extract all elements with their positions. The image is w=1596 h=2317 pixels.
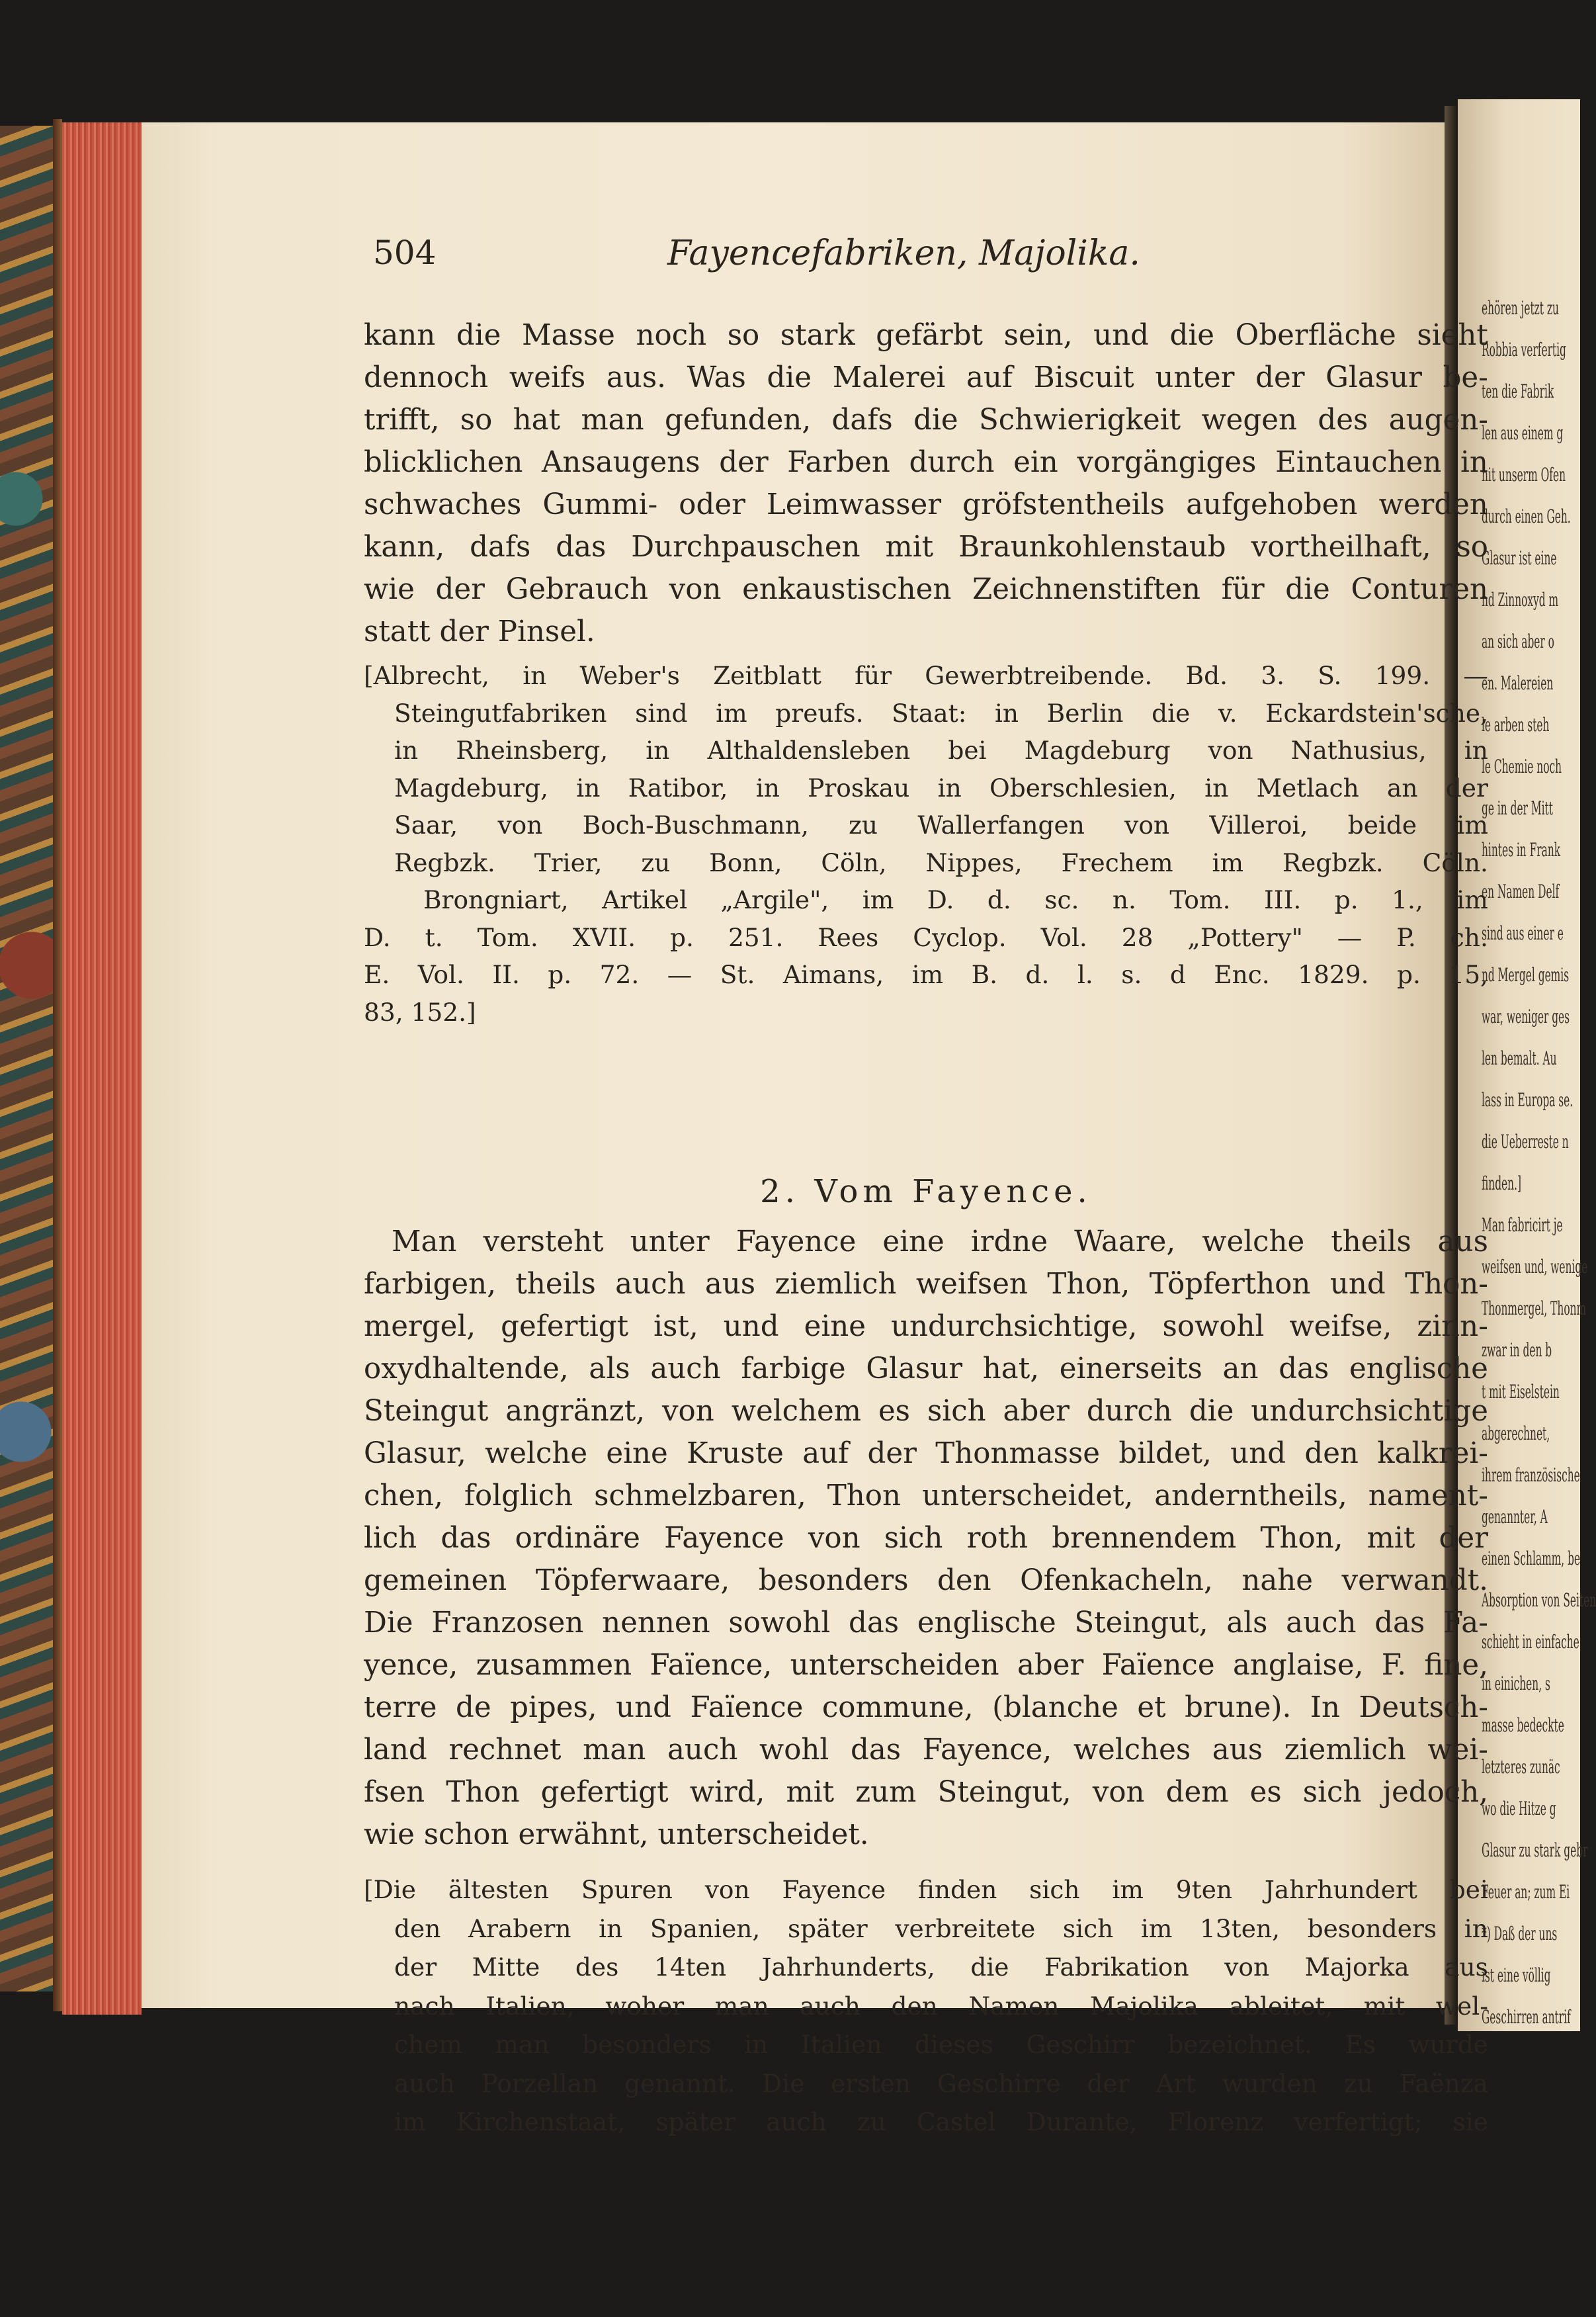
facing-page-line: t mit Eiselstein	[1482, 1381, 1560, 1403]
facing-page-line: durch einen Geh.	[1482, 505, 1571, 527]
facing-page-line: abgerechnet,	[1482, 1422, 1550, 1444]
facing-page-line: ge in der Mitt	[1482, 797, 1553, 819]
facing-page-line: masse bedeckte	[1482, 1714, 1564, 1736]
facing-page-line: Glasur zu stark gebr	[1482, 1839, 1588, 1861]
paragraph-1	[364, 314, 1488, 653]
facing-page-line: wo die Hitze g	[1482, 1798, 1556, 1819]
text-line: yence, zusammen Faïence, unterscheiden aber Faïence anglaise, F. fine,	[364, 1649, 1488, 1682]
text-line: kann die Masse noch so stark gefärbt sein, und die Oberfläche sieht	[364, 319, 1488, 352]
text-line: Brongniart, Artikel „Argile", im D. d. sc. n. Tom. III. p. 1., im	[423, 885, 1488, 914]
text-line: im Kirchenstaat, später auch zu Castel Durante, Florenz verfertigt; sie	[394, 2107, 1488, 2136]
footnote-block-1	[364, 657, 1488, 1031]
text-line: chen, folglich schmelzbaren, Thon unterscheidet, anderntheils, nament-	[364, 1479, 1488, 1512]
facing-page-line: Feuer an; zum Ei	[1482, 1881, 1570, 1903]
facing-page-line: Robbia verfertig	[1482, 339, 1566, 361]
text-line: lich das ordinäre Fayence von sich roth brennendem Thon, mit der	[364, 1522, 1488, 1555]
text-line: [Albrecht, in Weber's Zeitblatt für Gewerbtreibende. Bd. 3. S. 199. —	[364, 661, 1488, 690]
facing-page-line: finden.]	[1482, 1172, 1521, 1194]
facing-page-line: le arben steh	[1482, 714, 1550, 736]
facing-page-line: nd Mergel gemis	[1482, 964, 1570, 986]
facing-page-line: an sich aber o	[1482, 631, 1554, 652]
marbled-cover-edge	[0, 126, 56, 1991]
facing-page-line: die Ueberreste n	[1482, 1131, 1569, 1153]
facing-page-line: nit unserm Ofen	[1482, 464, 1566, 486]
text-line: der Mitte des 14ten Jahrhunderts, die Fabrikation von Majorka aus	[394, 1952, 1488, 1982]
text-line: Man versteht unter Fayence eine irdne Waare, welche theils aus	[392, 1225, 1488, 1258]
text-line: Die Franzosen nennen sowohl das englische Steingut, als auch das Fa-	[364, 1606, 1488, 1639]
facing-page-line: schieht in einfache	[1482, 1631, 1579, 1653]
text-line: in Rheinsberg, in Althaldensleben bei Magdeburg von Nathusius, in	[394, 736, 1488, 765]
text-line: D. t. Tom. XVII. p. 251. Rees Cyclop. Vol. 28 „Pottery" — P. ch.	[364, 922, 1488, 952]
text-line: chem man besonders in Italien dieses Geschirr bezeichnet. Es wurde	[394, 2030, 1488, 2059]
facing-page-line: zwar in den b	[1482, 1339, 1552, 1361]
facing-page-line: ten die Fabrik	[1482, 380, 1554, 402]
running-head: Fayencefabriken, Majolika.	[667, 234, 1140, 273]
text-line: Steingut angränzt, von welchem es sich aber durch die undurchsichtige	[364, 1395, 1488, 1428]
text-line: oxydhaltende, als auch farbige Glasur hat, einerseits an das englische	[364, 1352, 1488, 1385]
text-line: trifft, so hat man gefunden, dafs die Schwierigkeit wegen des augen-	[364, 404, 1488, 437]
text-line: Steingutfabriken sind im preufs. Staat: in Berlin die v. Eckardstein'sche,	[394, 698, 1488, 728]
text-line: Magdeburg, in Ratibor, in Proskau in Oberschlesien, in Metlach an der	[394, 773, 1488, 803]
facing-page-line: Man fabricirt je	[1482, 1214, 1563, 1236]
facing-page-line: einen Schlamm, be	[1482, 1548, 1581, 1569]
text-line: dennoch weifs aus. Was die Malerei auf Biscuit unter der Glasur be-	[364, 361, 1488, 394]
text-line: schwaches Gummi- oder Leimwasser gröfstentheils aufgehoben werden	[364, 488, 1488, 521]
red-page-edges	[62, 122, 142, 2015]
facing-page-line: len bemalt. Au	[1482, 1047, 1557, 1069]
text-line: nach Italien, woher man auch den Namen Majolika ableitet, mit wel-	[394, 1991, 1488, 2021]
facing-page-line: weifsen und, wenige	[1482, 1256, 1588, 1278]
text-line: farbigen, theils auch aus ziemlich weifsen Thon, Töpferthon und Thon-	[364, 1268, 1488, 1301]
facing-page-line: ehören jetzt zu	[1482, 297, 1559, 319]
text-line: Regbzk. Trier, zu Bonn, Cöln, Nippes, Frechem im Regbzk. Cöln.	[394, 848, 1488, 877]
facing-page-line: en Namen Delf	[1482, 881, 1560, 902]
paragraph-2	[364, 1221, 1488, 1856]
facing-page-line: le Chemie noch	[1482, 756, 1562, 777]
facing-page-line: hintes in Frank	[1482, 839, 1561, 861]
facing-page-line: Geschirren antrif	[1482, 2006, 1571, 2028]
text-line: Glasur, welche eine Kruste auf der Thonmasse bildet, und den kalkrei-	[364, 1437, 1488, 1470]
facing-page-line: war, weniger ges	[1482, 1006, 1570, 1027]
page-number: 504	[373, 234, 437, 272]
footnote-block-2	[364, 1870, 1488, 2142]
facing-page-line: lass in Europa se.	[1482, 1089, 1574, 1111]
facing-page-line: in einichen, s	[1482, 1673, 1550, 1694]
text-line: terre de pipes, und Faïence commune, (blanche et brune). In Deutsch-	[364, 1691, 1488, 1724]
text-line: Saar, von Boch-Buschmann, zu Wallerfangen von Villeroi, beide im	[394, 810, 1488, 840]
facing-page-line: en. Malereien	[1482, 672, 1554, 694]
book-spine	[53, 119, 62, 2011]
facing-page-line: *) Daß der uns	[1482, 1923, 1558, 1945]
text-line: 83, 152.]	[364, 997, 476, 1027]
text-line: mergel, gefertigt ist, und eine undurchsichtige, sowohl weifse, zinn-	[364, 1310, 1488, 1343]
facing-page-line: ist eine völlig	[1482, 1964, 1551, 1986]
text-line: E. Vol. II. p. 72. — St. Aimans, im B. d. l. s. d Enc. 1829. p. 15,	[364, 960, 1488, 989]
text-line: statt der Pinsel.	[364, 615, 595, 648]
facing-page-line: len aus einem g	[1482, 422, 1564, 444]
text-line: wie schon erwähnt, unterscheidet.	[364, 1818, 869, 1851]
facing-page-line: sind aus einer e	[1482, 922, 1564, 944]
text-line: fsen Thon gefertigt wird, mit zum Steingut, von dem es sich jedoch,	[364, 1776, 1488, 1809]
text-line: gemeinen Töpferwaare, besonders den Ofenkacheln, nahe verwandt.	[364, 1564, 1488, 1597]
facing-page-line: Glasur ist eine	[1482, 547, 1557, 569]
text-line: kann, dafs das Durchpauschen mit Braunkohlenstaub vortheilhaft, so	[364, 531, 1488, 564]
facing-page-line: Absorption von Seiten	[1482, 1589, 1596, 1611]
facing-page-line: nd Zinnoxyd m	[1482, 589, 1559, 611]
facing-page-line: Thonmergel, Thonm	[1482, 1297, 1587, 1319]
text-line: den Arabern in Spanien, später verbreitete sich im 13ten, besonders in	[394, 1913, 1488, 1943]
text-line: land rechnet man auch wohl das Fayence, welches aus ziemlich wei-	[364, 1733, 1488, 1767]
facing-page-line: letzteres zunäc	[1482, 1756, 1560, 1778]
text-line: wie der Gebrauch von enkaustischen Zeichnenstiften für die Conturen	[364, 573, 1488, 606]
text-line: blicklichen Ansaugens der Farben durch ein vorgängiges Eintauchen in	[364, 446, 1488, 479]
section-heading: 2. Vom Fayence.	[760, 1173, 1092, 1210]
facing-page-line: ihrem französische	[1482, 1464, 1580, 1486]
text-line: auch Porzellan genannt. Die ersten Geschirre der Art wurden zu Faënza	[394, 2068, 1488, 2098]
book-page	[142, 122, 1488, 2136]
text-line: [Die ältesten Spuren von Fayence finden sich im 9ten Jahrhundert bei	[364, 1875, 1488, 1904]
facing-page-line: genannter, A	[1482, 1506, 1548, 1528]
